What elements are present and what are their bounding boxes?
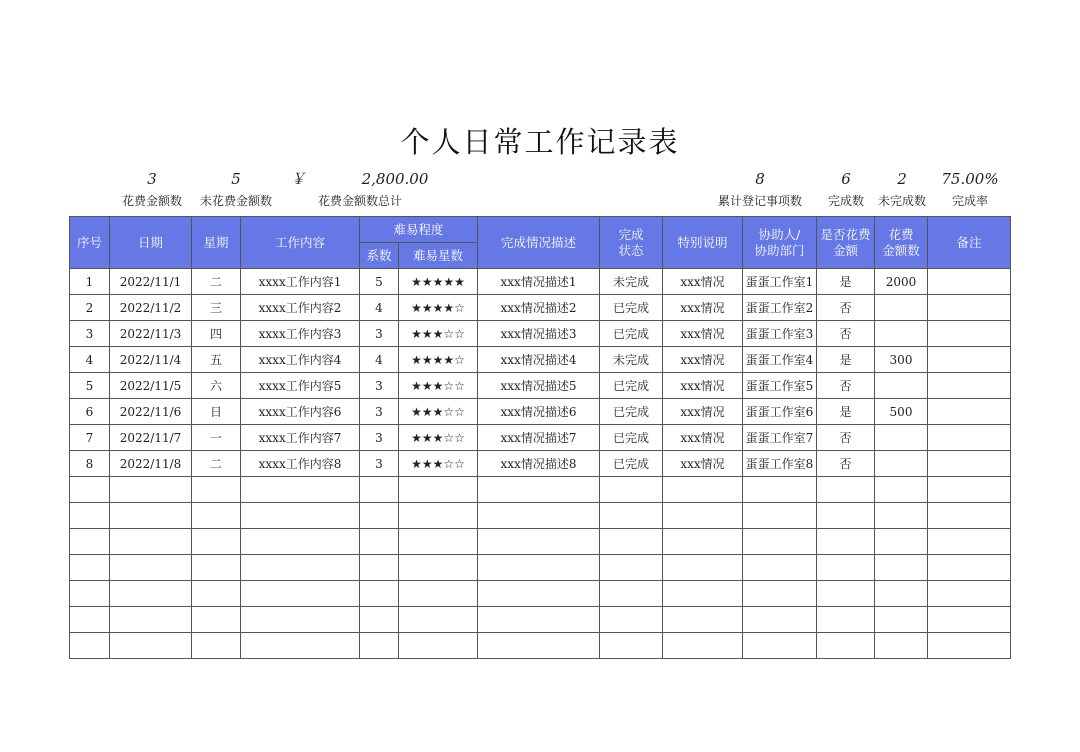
empty-cell	[241, 529, 360, 555]
empty-cell	[478, 633, 600, 659]
cell-index: 3	[70, 321, 110, 347]
empty-row	[70, 607, 1011, 633]
cell-content: xxxx工作内容6	[241, 399, 360, 425]
cell-index: 7	[70, 425, 110, 451]
empty-cell	[875, 477, 928, 503]
empty-cell	[70, 529, 110, 555]
cell-content: xxxx工作内容8	[241, 451, 360, 477]
empty-row	[70, 503, 1011, 529]
col-header-spent-line2: 金额	[832, 242, 858, 258]
col-header-dept	[743, 217, 817, 269]
page-title: 个人日常工作记录表	[400, 125, 680, 159]
undone-count-value: 2	[897, 170, 907, 188]
cell-status: 已完成	[600, 295, 663, 321]
cell-index: 8	[70, 451, 110, 477]
cell-amount	[875, 373, 928, 399]
cell-desc: xxx情况描述6	[478, 399, 600, 425]
empty-cell	[360, 477, 399, 503]
empty-cell	[743, 607, 817, 633]
cell-dept: 蛋蛋工作室8	[743, 451, 817, 477]
cell-coef: 5	[360, 269, 399, 295]
cell-index: 1	[70, 269, 110, 295]
cell-desc: xxx情况描述5	[478, 373, 600, 399]
cell-weekday: 三	[192, 295, 241, 321]
cell-status: 未完成	[600, 269, 663, 295]
cell-dept: 蛋蛋工作室1	[743, 269, 817, 295]
empty-cell	[817, 555, 875, 581]
empty-cell	[478, 581, 600, 607]
empty-cell	[600, 581, 663, 607]
col-header-status	[600, 217, 663, 269]
cell-stars: ★★★☆☆	[399, 399, 478, 425]
col-header-status-line2: 状态	[618, 242, 644, 258]
empty-cell	[399, 555, 478, 581]
empty-cell	[478, 529, 600, 555]
empty-cell	[110, 529, 192, 555]
cell-dept: 蛋蛋工作室4	[743, 347, 817, 373]
cell-content: xxxx工作内容2	[241, 295, 360, 321]
empty-cell	[928, 607, 1011, 633]
empty-cell	[399, 529, 478, 555]
empty-cell	[743, 477, 817, 503]
cell-stars: ★★★☆☆	[399, 373, 478, 399]
done-count-value: 6	[841, 170, 851, 188]
col-header-status-line1: 完成	[618, 226, 644, 242]
cell-status: 已完成	[600, 321, 663, 347]
empty-cell	[110, 633, 192, 659]
total-amount-label: 花费金额数总计	[317, 194, 402, 208]
cell-stars: ★★★☆☆	[399, 321, 478, 347]
cell-note: xxx情况	[663, 295, 743, 321]
col-header-content: 工作内容	[241, 217, 360, 269]
cell-content: xxxx工作内容3	[241, 321, 360, 347]
empty-cell	[478, 555, 600, 581]
unspent-count-label: 未花费金额数	[199, 194, 272, 208]
cell-coef: 3	[360, 399, 399, 425]
empty-cell	[360, 633, 399, 659]
empty-cell	[928, 581, 1011, 607]
cell-content: xxxx工作内容4	[241, 347, 360, 373]
cell-desc: xxx情况描述8	[478, 451, 600, 477]
cell-dept: 蛋蛋工作室5	[743, 373, 817, 399]
cell-remark	[928, 321, 1011, 347]
table-row	[70, 269, 1011, 295]
unspent-count-value: 5	[231, 170, 241, 188]
cell-stars: ★★★☆☆	[399, 451, 478, 477]
empty-cell	[928, 503, 1011, 529]
empty-cell	[663, 503, 743, 529]
col-header-weekday: 星期	[192, 217, 241, 269]
cell-status: 未完成	[600, 347, 663, 373]
col-header-index: 序号	[70, 217, 110, 269]
header-row	[70, 217, 1011, 243]
empty-cell	[478, 503, 600, 529]
cell-index: 6	[70, 399, 110, 425]
cell-amount	[875, 321, 928, 347]
cell-date: 2022/11/6	[110, 399, 192, 425]
col-header-amount-line2: 金额数	[882, 242, 920, 258]
col-header-amount	[875, 217, 928, 269]
empty-cell	[192, 555, 241, 581]
cell-desc: xxx情况描述3	[478, 321, 600, 347]
empty-cell	[875, 607, 928, 633]
cell-date: 2022/11/8	[110, 451, 192, 477]
cell-status: 已完成	[600, 373, 663, 399]
empty-cell	[663, 633, 743, 659]
items-count-label: 累计登记事项数	[717, 194, 802, 208]
empty-cell	[663, 529, 743, 555]
empty-cell	[817, 503, 875, 529]
empty-cell	[817, 581, 875, 607]
completion-rate-label: 完成率	[951, 194, 988, 208]
empty-cell	[241, 503, 360, 529]
empty-cell	[360, 503, 399, 529]
cell-content: xxxx工作内容7	[241, 425, 360, 451]
cell-desc: xxx情况描述2	[478, 295, 600, 321]
empty-cell	[192, 503, 241, 529]
cell-note: xxx情况	[663, 321, 743, 347]
cell-amount: 2000	[875, 269, 928, 295]
cell-coef: 3	[360, 373, 399, 399]
empty-cell	[241, 607, 360, 633]
cell-note: xxx情况	[663, 347, 743, 373]
empty-cell	[110, 581, 192, 607]
cell-remark	[928, 269, 1011, 295]
empty-cell	[192, 477, 241, 503]
cell-weekday: 四	[192, 321, 241, 347]
cell-index: 5	[70, 373, 110, 399]
empty-cell	[600, 633, 663, 659]
empty-row	[70, 633, 1011, 659]
empty-cell	[817, 607, 875, 633]
cell-weekday: 六	[192, 373, 241, 399]
cell-coef: 4	[360, 295, 399, 321]
cell-desc: xxx情况描述1	[478, 269, 600, 295]
cell-note: xxx情况	[663, 269, 743, 295]
empty-cell	[875, 529, 928, 555]
empty-cell	[70, 581, 110, 607]
empty-cell	[360, 581, 399, 607]
table-row	[70, 347, 1011, 373]
empty-row	[70, 555, 1011, 581]
empty-cell	[399, 503, 478, 529]
cell-coef: 3	[360, 451, 399, 477]
cell-dept: 蛋蛋工作室6	[743, 399, 817, 425]
empty-cell	[70, 633, 110, 659]
empty-cell	[663, 581, 743, 607]
cell-amount	[875, 425, 928, 451]
cell-spent: 否	[817, 373, 875, 399]
cell-dept: 蛋蛋工作室7	[743, 425, 817, 451]
empty-cell	[399, 581, 478, 607]
cell-remark	[928, 295, 1011, 321]
empty-cell	[928, 555, 1011, 581]
cell-content: xxxx工作内容5	[241, 373, 360, 399]
cell-desc: xxx情况描述4	[478, 347, 600, 373]
empty-cell	[817, 477, 875, 503]
col-header-dept-line2: 协助部门	[754, 242, 805, 258]
empty-cell	[600, 607, 663, 633]
empty-cell	[241, 555, 360, 581]
empty-cell	[241, 477, 360, 503]
empty-cell	[928, 477, 1011, 503]
cell-dept: 蛋蛋工作室2	[743, 295, 817, 321]
table-row	[70, 451, 1011, 477]
cell-amount: 300	[875, 347, 928, 373]
empty-cell	[600, 555, 663, 581]
cell-note: xxx情况	[663, 399, 743, 425]
empty-cell	[360, 607, 399, 633]
empty-cell	[192, 607, 241, 633]
items-count-value: 8	[755, 170, 765, 188]
cell-date: 2022/11/5	[110, 373, 192, 399]
empty-cell	[743, 633, 817, 659]
cell-spent: 否	[817, 321, 875, 347]
empty-cell	[70, 503, 110, 529]
cell-status: 已完成	[600, 399, 663, 425]
done-count-label: 完成数	[827, 194, 864, 208]
total-amount-value: 2,800.00	[361, 170, 429, 188]
col-header-stars: 难易星数	[399, 243, 478, 269]
table-row	[70, 425, 1011, 451]
empty-cell	[875, 503, 928, 529]
empty-cell	[600, 503, 663, 529]
cell-spent: 是	[817, 399, 875, 425]
col-header-spent-line1: 是否花费	[820, 226, 871, 242]
empty-cell	[241, 581, 360, 607]
empty-cell	[600, 477, 663, 503]
col-header-coef: 系数	[360, 243, 399, 269]
empty-cell	[743, 529, 817, 555]
cell-spent: 是	[817, 347, 875, 373]
cell-remark	[928, 451, 1011, 477]
col-header-note: 特别说明	[663, 217, 743, 269]
table-row	[70, 399, 1011, 425]
cell-stars: ★★★★☆	[399, 295, 478, 321]
empty-row	[70, 529, 1011, 555]
table-row	[70, 373, 1011, 399]
col-header-desc: 完成情况描述	[478, 217, 600, 269]
empty-cell	[110, 555, 192, 581]
cell-note: xxx情况	[663, 451, 743, 477]
cell-spent: 否	[817, 451, 875, 477]
cell-amount	[875, 295, 928, 321]
work-log-table	[69, 216, 1011, 659]
empty-cell	[817, 633, 875, 659]
cell-stars: ★★★★☆	[399, 347, 478, 373]
empty-cell	[743, 581, 817, 607]
empty-cell	[600, 529, 663, 555]
empty-cell	[663, 555, 743, 581]
cell-date: 2022/11/7	[110, 425, 192, 451]
currency-symbol: ￥	[290, 170, 306, 188]
cell-date: 2022/11/2	[110, 295, 192, 321]
cell-amount	[875, 451, 928, 477]
empty-cell	[743, 555, 817, 581]
cell-spent: 否	[817, 295, 875, 321]
empty-cell	[928, 633, 1011, 659]
empty-row	[70, 581, 1011, 607]
cell-coef: 3	[360, 321, 399, 347]
col-header-amount-line1: 花费	[888, 226, 914, 242]
empty-cell	[70, 607, 110, 633]
empty-cell	[110, 607, 192, 633]
cell-stars: ★★★☆☆	[399, 425, 478, 451]
cell-date: 2022/11/1	[110, 269, 192, 295]
empty-cell	[192, 529, 241, 555]
col-header-remark: 备注	[928, 217, 1011, 269]
empty-cell	[360, 529, 399, 555]
completion-rate-value: 75.00%	[941, 170, 999, 188]
spent-count-label: 花费金额数	[121, 194, 182, 208]
cell-spent: 否	[817, 425, 875, 451]
cell-date: 2022/11/4	[110, 347, 192, 373]
empty-cell	[817, 529, 875, 555]
cell-coef: 4	[360, 347, 399, 373]
cell-remark	[928, 373, 1011, 399]
empty-cell	[399, 633, 478, 659]
cell-remark	[928, 425, 1011, 451]
table-row	[70, 295, 1011, 321]
empty-cell	[875, 555, 928, 581]
undone-count-label: 未完成数	[877, 194, 926, 208]
cell-weekday: 二	[192, 451, 241, 477]
cell-remark	[928, 399, 1011, 425]
empty-cell	[663, 477, 743, 503]
table-row	[70, 321, 1011, 347]
empty-cell	[70, 477, 110, 503]
empty-cell	[192, 581, 241, 607]
cell-date: 2022/11/3	[110, 321, 192, 347]
empty-cell	[875, 581, 928, 607]
col-header-date: 日期	[110, 217, 192, 269]
cell-spent: 是	[817, 269, 875, 295]
cell-remark	[928, 347, 1011, 373]
empty-cell	[110, 503, 192, 529]
spent-count-value: 3	[147, 170, 157, 188]
empty-cell	[478, 607, 600, 633]
col-header-dept-line1: 协助人/	[758, 226, 801, 242]
empty-cell	[110, 477, 192, 503]
cell-weekday: 一	[192, 425, 241, 451]
cell-stars: ★★★★★	[399, 269, 478, 295]
col-header-spent	[817, 217, 875, 269]
cell-weekday: 日	[192, 399, 241, 425]
cell-desc: xxx情况描述7	[478, 425, 600, 451]
empty-cell	[241, 633, 360, 659]
empty-cell	[663, 607, 743, 633]
col-header-difficulty: 难易程度	[360, 217, 478, 243]
cell-status: 已完成	[600, 425, 663, 451]
cell-note: xxx情况	[663, 425, 743, 451]
empty-cell	[743, 503, 817, 529]
cell-status: 已完成	[600, 451, 663, 477]
cell-weekday: 二	[192, 269, 241, 295]
empty-cell	[875, 633, 928, 659]
cell-amount: 500	[875, 399, 928, 425]
empty-cell	[70, 555, 110, 581]
empty-cell	[399, 607, 478, 633]
cell-weekday: 五	[192, 347, 241, 373]
empty-cell	[478, 477, 600, 503]
cell-note: xxx情况	[663, 373, 743, 399]
cell-index: 4	[70, 347, 110, 373]
cell-dept: 蛋蛋工作室3	[743, 321, 817, 347]
empty-cell	[928, 529, 1011, 555]
cell-index: 2	[70, 295, 110, 321]
empty-row	[70, 477, 1011, 503]
empty-cell	[399, 477, 478, 503]
empty-cell	[360, 555, 399, 581]
cell-coef: 3	[360, 425, 399, 451]
cell-content: xxxx工作内容1	[241, 269, 360, 295]
empty-cell	[192, 633, 241, 659]
